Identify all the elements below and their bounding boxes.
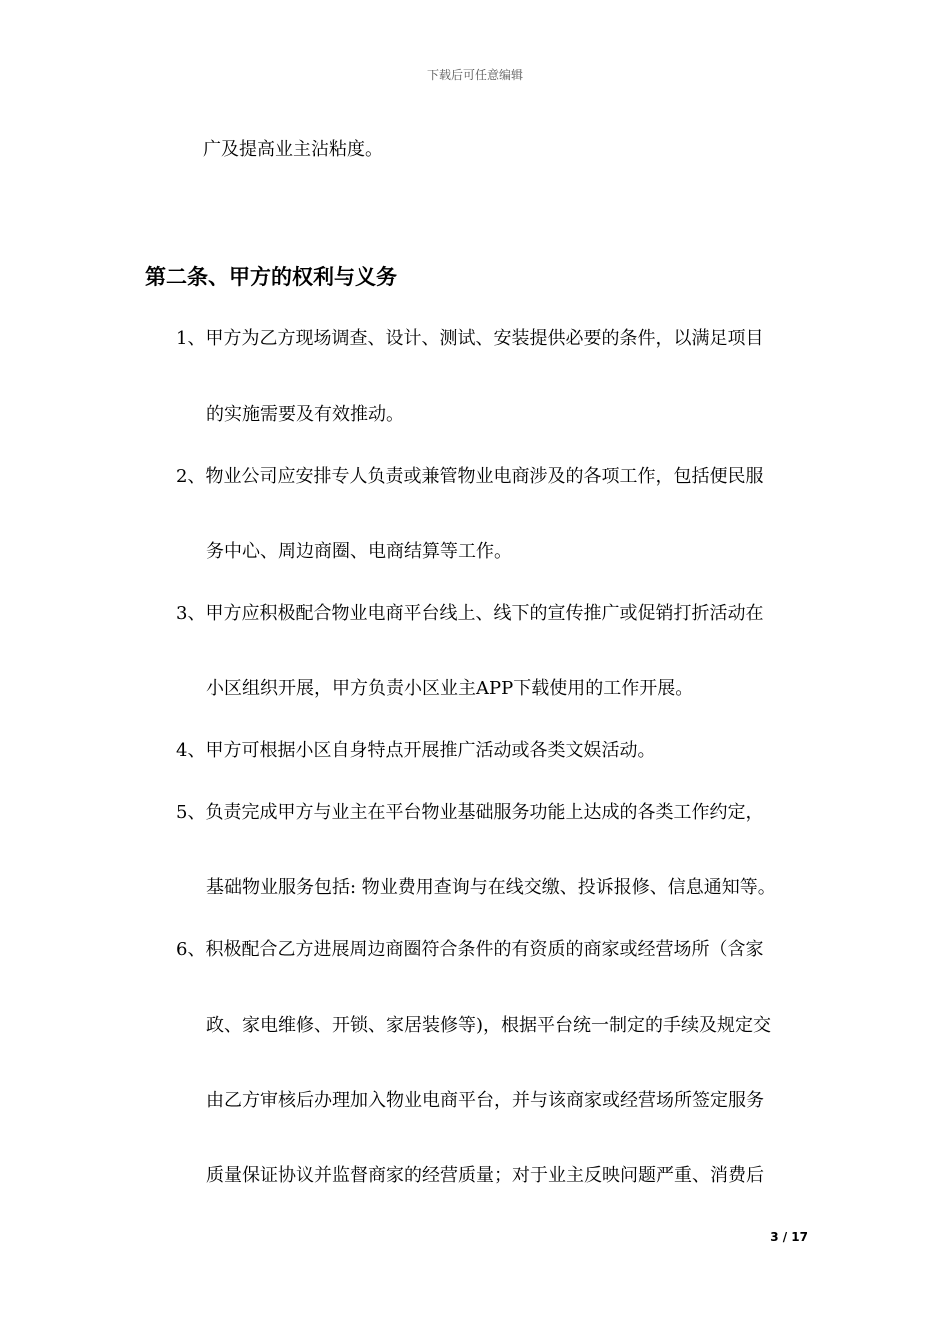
item-5-line-2: 基础物业服务包括: 物业费用查询与在线交缴、投诉报修、信息通知等。 <box>206 877 776 898</box>
page-number: 3 / 17 <box>770 1230 808 1244</box>
item-3-line-1: 3、甲方应积极配合物业电商平台线上、线下的宣传推广或促销打折活动在 <box>176 603 764 624</box>
item-4-line-1: 4、甲方可根据小区自身特点开展推广活动或各类文娱活动。 <box>176 740 656 761</box>
continuation-line: 广及提高业主沾粘度。 <box>203 139 383 160</box>
item-6-line-4: 质量保证协议并监督商家的经营质量；对于业主反映问题严重、消费后 <box>206 1165 764 1186</box>
page-header: 下载后可任意编辑 <box>426 68 523 82</box>
item-3-line-2: 小区组织开展，甲方负责小区业主APP下载使用的工作开展。 <box>206 678 694 699</box>
item-5-line-1: 5、负责完成甲方与业主在平台物业基础服务功能上达成的各类工作约定， <box>176 802 764 823</box>
item-1-line-2: 的实施需要及有效推动。 <box>206 404 404 425</box>
item-2-line-2: 务中心、周边商圈、电商结算等工作。 <box>206 541 512 562</box>
item-6-line-1: 6、积极配合乙方进展周边商圈符合条件的有资质的商家或经营场所（含家 <box>176 939 764 960</box>
section-title: 第二条、甲方的权利与义务 <box>145 265 397 289</box>
item-2-line-1: 2、物业公司应安排专人负责或兼管物业电商涉及的各项工作，包括便民服 <box>176 466 764 487</box>
item-1-line-1: 1、甲方为乙方现场调查、设计、测试、安装提供必要的条件，以满足项目 <box>176 328 764 349</box>
item-6-line-3: 由乙方审核后办理加入物业电商平台，并与该商家或经营场所签定服务 <box>206 1090 764 1111</box>
item-6-line-2: 政、家电维修、开锁、家居装修等)，根据平台统一制定的手续及规定交 <box>206 1015 772 1036</box>
